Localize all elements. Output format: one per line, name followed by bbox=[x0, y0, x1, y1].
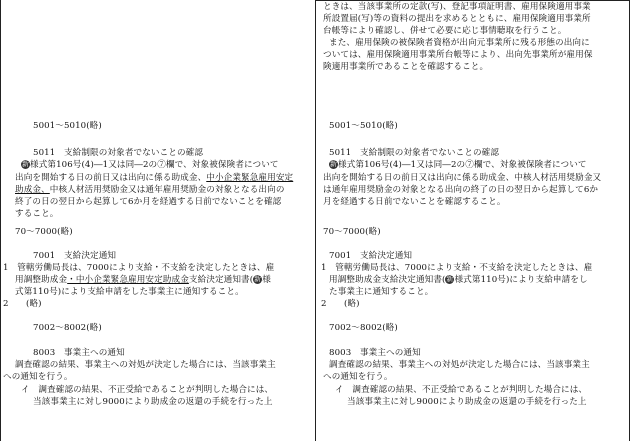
para-8003-line1: 調査確認の結果、事業主への対処が決定した場合には、当該事業主 bbox=[15, 360, 276, 370]
new-form-stamp-icon: 新 bbox=[329, 160, 338, 168]
new-form-stamp-icon: 新 bbox=[254, 275, 262, 283]
para-7001-line1: 1 管轄労働局長は、7000により支給・不支給を決定したときは、雇 bbox=[3, 263, 275, 273]
para-8003-line4: 当該事業主に対し9000により助成金の返還の手続を行った上 bbox=[33, 397, 273, 407]
para-5011-line4: 終了の日の翌日から起算して6か月を経過する日前でないことを確認 bbox=[15, 197, 282, 207]
intro-line4: また、雇用保険の被保険者資格が出向元事業所に残る形態の出向に bbox=[329, 38, 590, 48]
left-border bbox=[0, 0, 1, 441]
para-5011-line3: 助成金、中核人材活用奨励金又は通年雇用奨励金の対象となる出向の bbox=[15, 185, 285, 195]
section-8003-heading: 8003 事業主への通知 bbox=[33, 348, 125, 358]
para-7001-line3: 式第110号)により支給申請をした事業主に通知すること。 bbox=[15, 287, 244, 297]
para-7001-line1: 1 管轄労働局長は、7000により支給・不支給を決定したときは、雇 bbox=[321, 263, 593, 273]
para-8003-line2: への通知を行う。 bbox=[323, 372, 393, 382]
section-5001-heading: 5001～5010(略) bbox=[33, 121, 102, 131]
para-7001-line3: た事業主に通知すること。 bbox=[329, 287, 434, 297]
para-5011-line3: は通年雇用奨励金の対象となる出向の終了の日の翌日から起算して6か bbox=[323, 185, 599, 195]
para-7001-line4: 2 (略) bbox=[3, 299, 42, 309]
para-5011-line5: すること。 bbox=[15, 209, 59, 219]
left-column bbox=[3, 0, 313, 441]
amended-text: 中小企業緊急雇用安定 bbox=[206, 173, 294, 183]
section-70-heading: 70～7000(略) bbox=[323, 227, 381, 237]
section-7001-heading: 7001 支給決定通知 bbox=[33, 251, 117, 261]
section-70-heading: 70～7000(略) bbox=[15, 227, 73, 237]
para-8003-line1: 調査確認の結果、事業主への対処が決定した場合には、当該事業主 bbox=[329, 360, 590, 370]
para-8003-line2: への通知を行う。 bbox=[3, 372, 73, 382]
intro-line2: 所設置届(写)等の資料の提出を求めるとともに、雇用保険適用事業所 bbox=[323, 14, 591, 24]
para-5011-line4: 月を経過する日前でないことを確認すること。 bbox=[323, 197, 506, 207]
section-7001-heading: 7001 支給決定通知 bbox=[329, 251, 413, 261]
para-8003-line4: 当該事業主に対し9000により助成金の返還の手続を行った上 bbox=[347, 397, 587, 407]
intro-line5: ついては、雇用保険適用事業所台帳等により、出向先事業所が雇用保 bbox=[323, 50, 593, 60]
section-5011-heading: 5011 支給制限の対象者でないことの確認 bbox=[33, 148, 204, 158]
section-7002-heading: 7002～8002(略) bbox=[33, 323, 102, 333]
right-column bbox=[317, 0, 627, 441]
amended-text: 助成金、 bbox=[15, 185, 50, 195]
para-5011-line1: 新様式第106号(4)―1又は同―2の⑦欄で、対象被保険者について bbox=[329, 160, 587, 170]
para-7001-line4: 2 (略) bbox=[321, 299, 360, 309]
intro-line3: 台帳等により確認し、併せて必要に応じ事情聴取を行うこと。 bbox=[323, 26, 567, 36]
new-form-stamp-icon: 新 bbox=[21, 160, 30, 168]
para-7001-line2: 用調整助成金支給決定通知書(新様式第110号)により支給申請をし bbox=[329, 275, 588, 285]
para-5011-line1: 新様式第106号(4)―1又は同―2の⑦欄で、対象被保険者について bbox=[21, 160, 279, 170]
para-8003-line3: イ 調査確認の結果、不正受給であることが判明した場合には、 bbox=[335, 385, 588, 395]
section-5001-heading: 5001～5010(略) bbox=[329, 121, 398, 131]
new-form-stamp-icon: 新 bbox=[446, 275, 454, 283]
amended-text: ・中小企業緊急雇用安定助成金 bbox=[67, 275, 189, 285]
intro-line6: 険適用事業所であることを確認すること。 bbox=[323, 62, 489, 72]
section-5011-heading: 5011 支給制限の対象者でないことの確認 bbox=[329, 148, 500, 158]
center-divider bbox=[315, 0, 316, 441]
para-5011-line2: 出向を開始する日の前日又は出向に係る助成金、中核人材活用奨励金又 bbox=[323, 173, 602, 183]
para-5011-line2: 出向を開始する日の前日又は出向に係る助成金、中小企業緊急雇用安定 bbox=[15, 173, 294, 183]
intro-line1: ときは、当該事業所の定款(写)、登記事項証明書、雇用保険適用事業 bbox=[323, 2, 591, 12]
section-8003-heading: 8003 事業主への通知 bbox=[329, 348, 421, 358]
section-7002-heading: 7002～8002(略) bbox=[329, 323, 398, 333]
para-7001-line2: 用調整助成金・中小企業緊急雇用安定助成金支給決定通知書(新様 bbox=[15, 275, 271, 285]
para-8003-line3: イ 調査確認の結果、不正受給であることが判明した場合には、 bbox=[21, 385, 274, 395]
